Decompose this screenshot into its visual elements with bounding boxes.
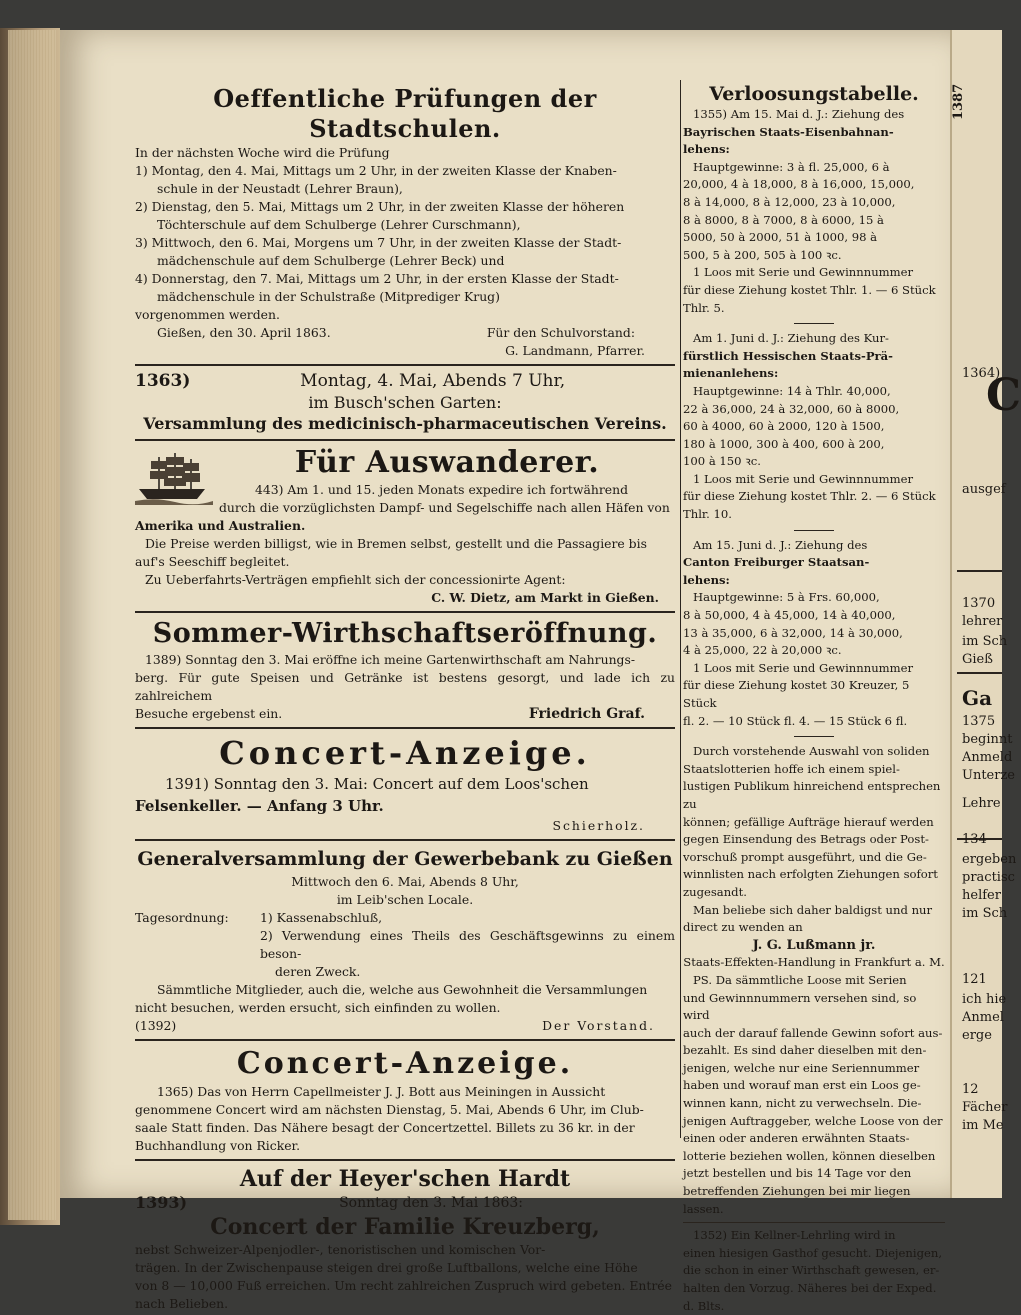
exam-date: Gießen, den 30. April 1863. <box>157 325 331 340</box>
lottery-line: Hauptgewinne: 5 à Frs. 60,000, <box>693 590 880 605</box>
hardt-text: trägen. In der Zwischenpause steigen drei große Luftballons, welche eine Höhe <box>135 1260 638 1275</box>
company-sub: Staats-Effekten-Handlung in Frankfurt a. M. <box>683 955 945 970</box>
general-body: Sämmtliche Mitglieder, auch die, welche aus Gewohnheit die Versammlungen <box>157 982 648 997</box>
lottery-line: mienanlehens: <box>683 366 779 381</box>
ps-line: einen oder anderen erwähnten Staats- <box>683 1131 910 1146</box>
next-page-strip <box>950 30 1021 1198</box>
lottery-line: 1355) Am 15. Mai d. J.: Ziehung des <box>693 107 905 121</box>
general-place: im Leib'schen Locale. <box>336 892 474 907</box>
hardt-text: von 8 — 10,000 Fuß erreichen. Um recht zahlreichen Zuspruch wird gebeten. Entrée <box>135 1278 672 1293</box>
next-page-text: ich hie <box>962 992 1007 1007</box>
next-page-text: Gieß <box>962 652 993 667</box>
hardt-text: nach Belieben. <box>135 1296 229 1311</box>
emigrants-advert <box>135 445 675 607</box>
exam-item: 3) Mittwoch, den 6. Mai, Morgens um 7 Uhr, in der zweiten Klasse der Stadt- <box>135 235 622 250</box>
lottery-line: 13 à 35,000, 6 à 32,000, 14 à 30,000, <box>683 625 903 640</box>
advert-line: lustigen Publikum hinreichend entsprechen zu <box>683 779 941 811</box>
lottery-freiburg <box>683 537 945 731</box>
left-column <box>135 82 675 1313</box>
concert2-text: saale Statt finden. Das Nähere besagt der Concertzettel. Billets zu 36 kr. in der <box>135 1120 635 1135</box>
section-divider <box>135 611 675 613</box>
lottery-line: Hauptgewinne: 14 à Thlr. 40,000, <box>693 383 891 398</box>
exam-item: schule in der Neustadt (Lehrer Braun), <box>157 181 403 196</box>
hardt-date: Sonntag den 3. Mai 1863: <box>339 1195 524 1211</box>
lottery-line: 100 à 150 ꝛc. <box>683 454 761 469</box>
exam-item: mädchenschule in der Schulstraße (Mitprediger Krug) <box>157 289 500 304</box>
lottery-line: 1 Loos mit Serie und Gewinnnummer <box>693 471 914 486</box>
ps-line: und Gewinnnummern versehen sind, so wird <box>683 990 917 1023</box>
next-page-text: lehrer <box>962 614 1003 629</box>
next-page-text: helfer <box>962 888 1001 903</box>
lottery-line: lehens: <box>683 142 730 157</box>
next-page-rule <box>957 570 1002 572</box>
emigrants-text: durch die vorzüglichsten Dampf- und Segelschiffe nach allen Häfen von <box>219 500 670 515</box>
advert-line: vorschuß prompt ausgeführt, und die Ge- <box>683 849 927 864</box>
summer-signature: Friedrich Graf. <box>528 706 645 722</box>
lottery-line: Canton Freiburger Staatsan- <box>683 555 870 570</box>
next-page-text: 1370 <box>962 596 996 611</box>
next-page-text: ergeben <box>962 852 1017 867</box>
lottery-line: lehens: <box>683 572 730 587</box>
lottery-line: 60 à 4000, 60 à 2000, 120 à 1500, <box>683 419 885 434</box>
lottery-line: 8 à 8000, 8 à 7000, 8 à 6000, 15 à <box>683 212 884 227</box>
next-page-text: 12 <box>962 1082 979 1097</box>
next-page-text: Anmeld <box>962 750 1013 765</box>
section-divider <box>135 364 675 366</box>
exam-item: Töchterschule auf dem Schulberge (Lehrer Curschmann), <box>157 217 521 232</box>
summer-text: 1389) Sonntag den 3. Mai eröffne ich meine Gartenwirthschaft am Nahrungs- <box>145 652 636 667</box>
next-page-text: Ga <box>962 686 993 710</box>
concert2-title: Concert-Anzeige. <box>236 1046 574 1081</box>
meeting-notice <box>135 370 675 435</box>
lottery-line: Am 15. Juni d. J.: Ziehung des <box>693 537 868 552</box>
lottery-line: Bayrischen Staats-Eisenbahnan- <box>683 124 894 139</box>
advert-line: Man beliebe sich daher baldigst und nur <box>693 902 933 917</box>
advert-line: gegen Einsendung des Betrags oder Post- <box>683 832 929 847</box>
waiter-line: halten den Vorzug. Näheres bei der Exped. <box>683 1281 937 1295</box>
advert-line: winnlisten nach erfolgten Ziehungen sofort <box>683 867 938 882</box>
section-divider <box>135 1159 675 1161</box>
lottery-line: 180 à 1000, 300 à 400, 600 à 200, <box>683 436 885 451</box>
exam-notice <box>135 84 675 360</box>
lottery-line: Hauptgewinne: 3 à fl. 25,000, 6 à <box>693 159 890 174</box>
general-number: (1392) <box>135 1018 177 1033</box>
page-edges <box>8 30 56 1220</box>
emigrants-text: Amerika und Australien. <box>135 518 306 533</box>
concert2-advert <box>135 1045 675 1155</box>
lottery-line: fl. 2. — 10 Stück fl. 4. — 15 Stück 6 fl. <box>683 713 908 728</box>
advert-line: Staatslotterien hoffe ich einem spiel- <box>683 761 900 776</box>
agenda-item: 1) Kassenabschluß, <box>260 910 383 925</box>
section-divider <box>135 1039 675 1041</box>
waiter-line: d. Blts. <box>683 1298 725 1313</box>
general-body: nicht besuchen, werden ersucht, sich einfinden zu wollen. <box>135 1000 501 1015</box>
exam-item: 4) Donnerstag, den 7. Mai, Mittags um 2 Uhr, in der ersten Klasse der Stadt- <box>135 271 619 286</box>
lottery-line: fürstlich Hessischen Staats-Prä- <box>683 348 893 363</box>
next-page-text: 1364) <box>962 366 1001 381</box>
lottery-line: für diese Ziehung kostet Thlr. 2. — 6 Stück <box>683 489 936 504</box>
hardt-text: nebst Schweizer-Alpenjodler-, tenoristischen und komischen Vor- <box>135 1242 546 1257</box>
next-page-text: 134 <box>962 832 987 847</box>
next-page-text: C <box>986 370 1021 421</box>
meeting-society: Versammlung des medicinisch-pharmaceutischen Vereins. <box>143 414 667 433</box>
ps-line: winnen kann, nicht zu verwechseln. Die- <box>683 1096 922 1111</box>
next-page-text: erge <box>962 1028 992 1043</box>
ps-line: lotterie beziehen wollen, können dieselben <box>683 1148 936 1163</box>
emigrants-text: 443) Am 1. und 15. jeden Monats expedire ich fortwährend <box>255 482 629 497</box>
right-column <box>683 82 945 1315</box>
concert2-text: 1365) Das von Herrn Capellmeister J. J. Bott aus Meiningen in Aussicht <box>157 1084 606 1099</box>
agenda-item: deren Zweck. <box>275 964 361 979</box>
waiter-line: einen hiesigen Gasthof gesucht. Diejenigen, <box>683 1245 943 1260</box>
advert-line: können; gefällige Aufträge hierauf werden <box>683 814 934 829</box>
sailing-ship-icon <box>135 449 213 505</box>
lottery-advert <box>683 743 945 1218</box>
exam-item: mädchenschule auf dem Schulberge (Lehrer Beck) und <box>157 253 505 268</box>
emigrants-text: auf's Seeschiff begleitet. <box>135 554 290 569</box>
next-page-text: Anmel <box>962 1010 1004 1025</box>
emigrants-title: Für Auswanderer. <box>294 445 600 480</box>
short-rule <box>794 323 834 324</box>
concert1-title: Concert-Anzeige. <box>219 734 591 772</box>
lottery-line: 1 Loos mit Serie und Gewinnnummer <box>693 265 914 280</box>
short-rule <box>794 736 834 737</box>
ps-line: haben und worauf man erst ein Loos ge- <box>683 1078 921 1093</box>
company-name: J. G. Lußmann jr. <box>752 937 876 953</box>
lottery-line: 1 Loos mit Serie und Gewinnnummer <box>693 660 914 675</box>
lottery-line: für diese Ziehung kostet 30 Kreuzer, 5 Stück <box>683 678 910 710</box>
concert2-text: genommene Concert wird am nächsten Dienstag, 5. Mai, Abends 6 Uhr, im Club- <box>135 1102 644 1117</box>
general-signature: Der Vorstand. <box>542 1018 655 1033</box>
ps-line: auch der darauf fallende Gewinn sofort aus- <box>683 1025 943 1040</box>
section-divider <box>683 1222 945 1223</box>
general-title: Generalversammlung der Gewerbebank zu Gießen <box>137 848 673 870</box>
summer-text: Besuche ergebenst ein. <box>135 706 283 721</box>
page-number: 1387 <box>951 83 966 120</box>
hardt-title: Auf der Heyer'schen Hardt <box>239 1166 571 1192</box>
lottery-line: Thlr. 5. <box>683 300 725 315</box>
lottery-line: 500, 5 à 200, 505 à 100 ꝛc. <box>683 247 842 262</box>
ps-line: jenigen Auftraggeber, welche Loose von der <box>683 1113 943 1128</box>
next-page-text: ausgef <box>962 482 1006 497</box>
ps-line: PS. Da sämmtliche Loose mit Serien <box>693 972 907 987</box>
exam-closing: vorgenommen werden. <box>135 307 280 322</box>
concert1-text: Felsenkeller. — Anfang 3 Uhr. <box>135 797 384 815</box>
lottery-hessen <box>683 330 945 524</box>
advert-line: direct zu wenden an <box>683 920 803 935</box>
exam-item: 1) Montag, den 4. Mai, Mittags um 2 Uhr, in der zweiten Klasse der Knaben- <box>135 163 617 178</box>
ps-line: betreffenden Ziehungen bei mir liegen lassen. <box>683 1184 911 1216</box>
hardt-subtitle: Concert der Familie Kreuzberg, <box>210 1214 600 1240</box>
advert-line: zugesandt. <box>683 884 747 899</box>
lottery-line: Am 1. Juni d. J.: Ziehung des Kur- <box>693 331 889 346</box>
next-page-text: im Sch <box>962 906 1008 921</box>
exam-for-label: Für den Schulvorstand: <box>486 325 635 340</box>
emigrants-signature: C. W. Dietz, am Markt in Gießen. <box>431 590 659 605</box>
meeting-number: 1363) <box>135 371 191 391</box>
next-page-text: beginnt <box>962 732 1013 747</box>
next-page-text: practisc <box>962 870 1015 885</box>
section-divider <box>135 439 675 441</box>
waiter-advert <box>683 1227 945 1315</box>
concert1-signature: Schierholz. <box>552 818 645 833</box>
waiter-line: die schon in einer Wirthschaft gewesen, er- <box>683 1263 940 1278</box>
short-rule <box>794 530 834 531</box>
lottery-line: Thlr. 10. <box>683 507 732 522</box>
ps-line: bezahlt. Es sind daher dieselben mit den- <box>683 1043 927 1058</box>
next-page-text: im Me <box>962 1118 1004 1133</box>
ps-line: jetzt bestellen und bis 14 Tage vor den <box>683 1166 912 1181</box>
next-page-rule <box>957 672 1002 674</box>
agenda-label: Tagesordnung: <box>135 910 229 925</box>
next-page-text: 121 <box>962 972 987 987</box>
column-rule <box>680 80 681 1138</box>
summer-advert <box>135 617 675 723</box>
hardt-number: 1393) <box>135 1193 188 1212</box>
section-divider <box>135 727 675 729</box>
next-page-text: im Sch <box>962 634 1008 649</box>
lottery-line: 4 à 25,000, 22 à 20,000 ꝛc. <box>683 643 842 658</box>
waiter-line: 1352) Ein Kellner-Lehrling wird in <box>693 1228 896 1243</box>
lottery-line: für diese Ziehung kostet Thlr. 1. — 6 Stück <box>683 282 936 297</box>
meeting-place: im Busch'schen Garten: <box>308 393 502 412</box>
lottery-line: 8 à 50,000, 4 à 45,000, 14 à 40,000, <box>683 608 896 623</box>
lottery-line: 20,000, 4 à 18,000, 8 à 16,000, 15,000, <box>683 177 915 192</box>
next-page-text: Lehre <box>962 796 1001 811</box>
lottery-line: 8 à 14,000, 8 à 12,000, 23 à 10,000, <box>683 194 896 209</box>
hardt-advert <box>135 1165 675 1313</box>
general-time: Mittwoch den 6. Mai, Abends 8 Uhr, <box>291 874 519 889</box>
exam-title: Oeffentliche Prüfungen der Stadtschulen. <box>213 84 597 143</box>
summer-title: Sommer-Wirthschaftseröffnung. <box>152 618 658 649</box>
meeting-time: Montag, 4. Mai, Abends 7 Uhr, <box>300 371 566 391</box>
general-meeting <box>135 845 675 1035</box>
lottery-title: Verloosungstabelle. <box>709 83 919 105</box>
next-page-text: 1375 <box>962 714 996 729</box>
summer-text: berg. Für gute Speisen und Getränke ist bestens gesorgt, und lade ich zu zahlreichem <box>135 670 675 703</box>
concert1-advert <box>135 733 675 835</box>
next-page-text: Fächer <box>962 1100 1008 1115</box>
advert-line: Durch vorstehende Auswahl von soliden <box>693 744 930 759</box>
lottery-line: 5000, 50 à 2000, 51 à 1000, 98 à <box>683 230 878 245</box>
section-divider <box>135 839 675 841</box>
exam-item: 2) Dienstag, den 5. Mai, Mittags um 2 Uhr, in der zweiten Klasse der höheren <box>135 199 625 214</box>
ps-line: jenigen, welche nur eine Seriennummer <box>683 1060 920 1075</box>
concert2-text: Buchhandlung von Ricker. <box>135 1138 301 1153</box>
concert1-text: 1391) Sonntag den 3. Mai: Concert auf dem Loos'schen <box>165 775 589 793</box>
lottery-line: 22 à 36,000, 24 à 32,000, 60 à 8000, <box>683 401 900 416</box>
exam-signature: G. Landmann, Pfarrer. <box>505 343 645 358</box>
emigrants-text: Die Preise werden billigst, wie in Bremen selbst, gestellt und die Passagiere bis <box>145 536 647 551</box>
lottery-bavaria <box>683 106 945 317</box>
emigrants-text: Zu Ueberfahrts-Verträgen empfiehlt sich der concessionirte Agent: <box>145 572 566 587</box>
exam-intro: In der nächsten Woche wird die Prüfung <box>135 145 390 160</box>
agenda-item: 2) Verwendung eines Theils des Geschäftsgewinns zu einem beson- <box>260 928 675 961</box>
next-page-text: Unterze <box>962 768 1016 783</box>
